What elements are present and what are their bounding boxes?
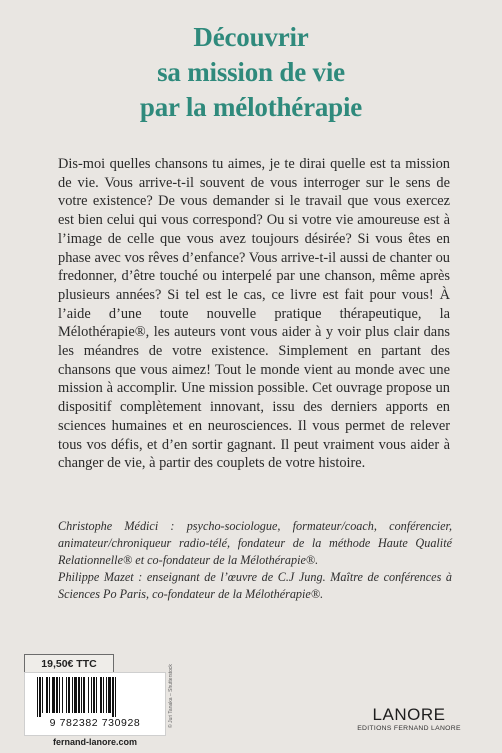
title-line-1: Découvrir xyxy=(193,22,309,52)
isbn-number: 9 782382 730928 xyxy=(49,717,141,729)
author-bio-mazet: Philippe Mazet : enseignant de l’œuvre de C.J Jung. Maître de conférences à Sciences Po Paris, co-fondateur de la Mélothérapie®. xyxy=(58,570,452,601)
price-label: 19,50€ TTC xyxy=(24,654,114,674)
author-bios xyxy=(58,518,452,603)
title-line-3: par la mélothérapie xyxy=(139,92,363,122)
author-bio-medici: Christophe Médici : psycho-sociologue, formateur/coach, conférencier, animateur/chroniqueur radio-télé, fondateur de la méthode Haute Qualité Relationnelle® et co-fondateur de la Mélothérapie®. xyxy=(58,519,452,567)
barcode-panel xyxy=(24,672,166,736)
publisher-logo: LANORE xyxy=(372,705,446,724)
book-title xyxy=(0,20,502,125)
photo-credit: © Juri Tanaka – Shutterstock xyxy=(168,664,174,728)
publisher-name: EDITIONS FERNAND LANORE xyxy=(357,725,461,732)
back-cover-summary: Dis-moi quelles chansons tu aimes, je te dirai quelle est ta mission de vie. Vous arrive-t-il souvent de vous interroger sur le sens de votre existence? De vous demander si le travail que vous exercez est bien celui qui vous correspond? Ou si votre vie amoureuse est à l’image de celle que vous avez toujours désirée? Si vous êtes en phase avec vos rêves d’enfance? Vous arrive-t-il aussi de chanter ou fredonner, d’être touché ou interpelé par une chanson, même après plusieurs années? Si tel est le cas, ce livre est fait pour vous! À l’aide d’une toute nouvelle pratique thérapeutique, la Mélothérapie®, les auteurs vont vous aider à y voir plus clair dans les méandres de votre existence. Simplement en partant des chansons que vous aimez! Tout le monde vient au monde avec une mission à accomplir. Une mission possible. Cet ouvrage propose un dispositif complètement innovant, issu des derniers apports en sciences humaines et en neurosciences. Il vous permet de relever tous vos défis, et d’en sortir gagnant. Il peut vraiment vous aider à changer de vie, à partir des couplets de votre histoire. xyxy=(58,156,450,472)
title-line-2: sa mission de vie xyxy=(157,57,345,87)
publisher-block xyxy=(354,706,464,732)
barcode-image xyxy=(35,677,155,717)
publisher-website: fernand-lanore.com xyxy=(52,737,137,747)
